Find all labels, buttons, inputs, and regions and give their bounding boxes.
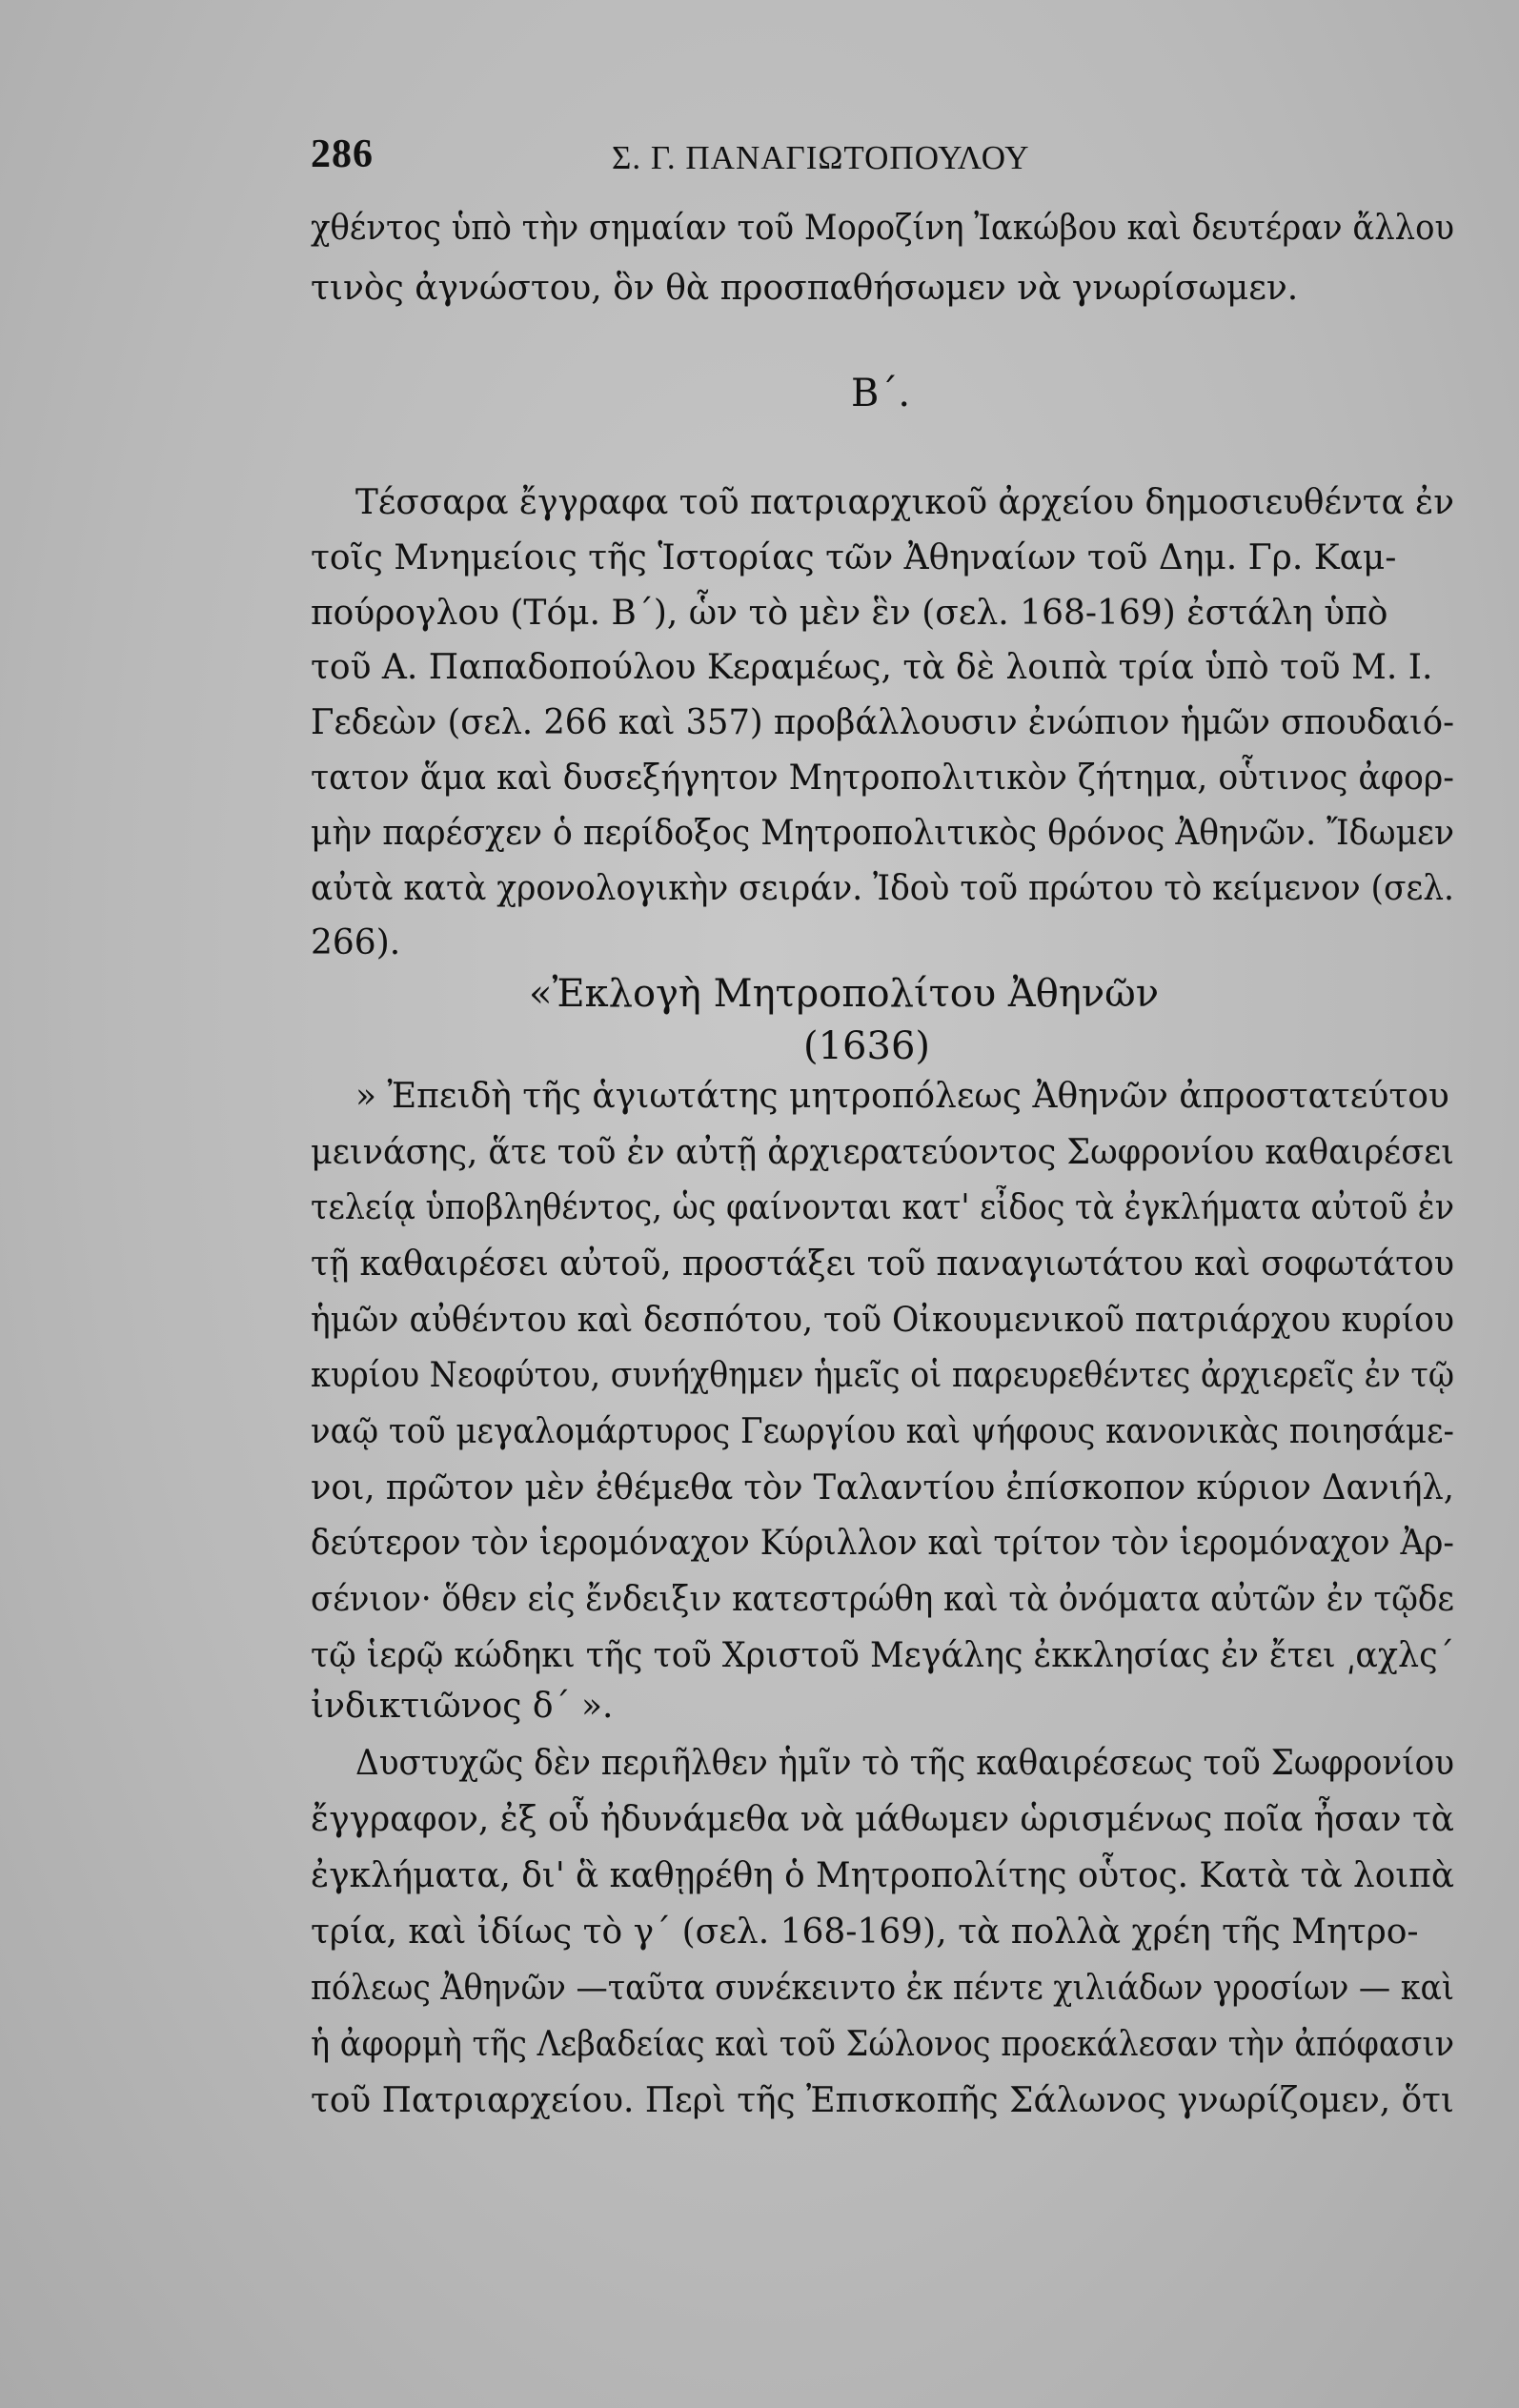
text-line: Τέσσαρα ἔγγραφα τοῦ πατριαρχικοῦ ἀρχείου δημοσιευθέντα ἐν bbox=[355, 483, 1454, 522]
text-line: τοῦ Α. Παπαδοπούλου Κεραμέως, τὰ δὲ λοιπὰ τρία ὑπὸ τοῦ Μ. Ι. bbox=[311, 648, 1433, 687]
text-line: πόλεως Ἀθηνῶν —ταῦτα συνέκειντο ἐκ πέντε χιλιάδων γροσίων — καὶ bbox=[311, 1969, 1454, 2008]
text-line: ἡ ἀφορμὴ τῆς Λεβαδείας καὶ τοῦ Σώλονος προεκάλεσαν τὴν ἀπόφασιν bbox=[311, 2025, 1454, 2064]
text-line: ἔγγραφον, ἐξ οὗ ἠδυνάμεθα νὰ μάθωμεν ὡρισμένως ποῖα ἦσαν τὰ bbox=[311, 1800, 1454, 1839]
text-line: » Ἐπειδὴ τῆς ἁγιωτάτης μητροπόλεως Ἀθηνῶν ἀπροστατεύτου bbox=[355, 1077, 1449, 1116]
running-head: Σ. Γ. ΠΑΝΑΓΙΩΤΟΠΟΥΛΟΥ bbox=[612, 139, 1030, 176]
text-line: σένιον· ὅθεν εἰς ἔνδειξιν κατεστρώθη καὶ τὰ ὀνόματα αὐτῶν ἐν τῷδε bbox=[311, 1580, 1454, 1619]
text-line: μὴν παρέσχεν ὁ περίδοξος Μητροπολιτικὸς θρόνος Ἀθηνῶν. Ἴδωμεν bbox=[311, 814, 1454, 853]
text-line: ἡμῶν αὐθέντου καὶ δεσπότου, τοῦ Οἰκουμενικοῦ πατριάρχου κυρίου bbox=[311, 1301, 1454, 1340]
text-line: 266). bbox=[311, 923, 401, 962]
text-line: χθέντος ὑπὸ τὴν σημαίαν τοῦ Μοροζίνη Ἰακώβου καὶ δευτέραν ἄλλου bbox=[311, 209, 1454, 248]
text-line: τοῦ Πατριαρχείου. Περὶ τῆς Ἐπισκοπῆς Σάλωνος γνωρίζομεν, ὅτι bbox=[311, 2081, 1454, 2120]
text-line: ναῷ τοῦ μεγαλομάρτυρος Γεωργίου καὶ ψήφους κανονικὰς ποιησάμε- bbox=[311, 1412, 1454, 1451]
document-date: (1636) bbox=[803, 1024, 931, 1068]
text-line: μεινάσης, ἅτε τοῦ ἐν αὐτῇ ἀρχιερατεύοντος Σωφρονίου καθαιρέσει bbox=[311, 1133, 1454, 1172]
text-line: Δυστυχῶς δὲν περιῆλθεν ἡμῖν τὸ τῆς καθαιρέσεως τοῦ Σωφρονίου bbox=[355, 1744, 1454, 1783]
page-number: 286 bbox=[311, 132, 374, 176]
text-line: νοι, πρῶτον μὲν ἐθέμεθα τὸν Ταλαντίου ἐπίσκοπον κύριον Δανιήλ, bbox=[311, 1468, 1454, 1508]
text-line: ἐγκλήματα, δι' ἃ καθῃρέθη ὁ Μητροπολίτης οὗτος. Κατὰ τὰ λοιπὰ bbox=[311, 1856, 1454, 1895]
text-line: τατον ἅμα καὶ δυσεξήγητον Μητροπολιτικὸν ζήτημα, οὗτινος ἀφορ- bbox=[311, 759, 1454, 798]
text-line: τελείᾳ ὑποβληθέντος, ὡς φαίνονται κατ' εἶδος τὰ ἐγκλήματα αὐτοῦ ἐν bbox=[311, 1188, 1454, 1227]
text-line: ἰνδικτιῶνος δ΄ ». bbox=[311, 1687, 614, 1726]
text-line: τρία, καὶ ἰδίως τὸ γ΄ (σελ. 168-169), τὰ πολλὰ χρέη τῆς Μητρο- bbox=[311, 1912, 1419, 1952]
text-line: τῷ ἱερῷ κώδηκι τῆς τοῦ Χριστοῦ Μεγάλης ἐκκλησίας ἐν ἔτει ͵αχλς΄ bbox=[311, 1636, 1454, 1675]
text-line: Γεδεὼν (σελ. 266 καὶ 357) προβάλλουσιν ἐνώπιον ἡμῶν σπουδαιό- bbox=[311, 703, 1454, 742]
text-line: τῇ καθαιρέσει αὐτοῦ, προστάξει τοῦ παναγιωτάτου καὶ σοφωτάτου bbox=[311, 1244, 1454, 1284]
text-line: δεύτερον τὸν ἱερομόναχον Κύριλλον καὶ τρίτον τὸν ἱερομόναχον Ἀρ- bbox=[311, 1524, 1454, 1563]
document-title: «Ἐκλογὴ Μητροπολίτου Ἀθηνῶν bbox=[529, 972, 1160, 1016]
text-line: τοῖς Μνημείοις τῆς Ἱστορίας τῶν Ἀθηναίων τοῦ Δημ. Γρ. Καμ- bbox=[311, 538, 1397, 577]
text-line: κυρίου Νεοφύτου, συνήχθημεν ἡμεῖς οἱ παρευρεθέντες ἀρχιερεῖς ἐν τῷ bbox=[311, 1356, 1454, 1395]
text-line: τινὸς ἀγνώστου, ὃν θὰ προσπαθήσωμεν νὰ γνωρίσωμεν. bbox=[311, 269, 1299, 308]
page-header bbox=[311, 132, 1416, 189]
text-line: πούρογλου (Τόμ. Β΄), ὧν τὸ μὲν ἓν (σελ. 168-169) ἐστάλη ὑπὸ bbox=[311, 594, 1388, 633]
text-line: αὐτὰ κατὰ χρονολογικὴν σειράν. Ἰδοὺ τοῦ πρώτου τὸ κείμενον (σελ. bbox=[311, 869, 1454, 908]
section-heading: Β΄. bbox=[851, 372, 911, 415]
